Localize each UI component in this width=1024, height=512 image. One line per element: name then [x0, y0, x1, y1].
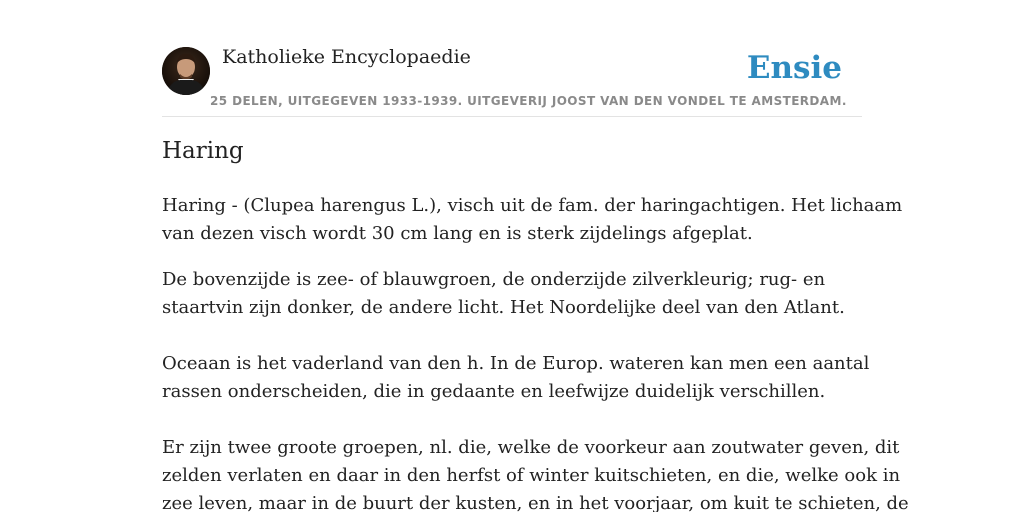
article-title: Haring — [162, 138, 244, 164]
text-line: De bovenzijde is zee- of blauwgroen, de onderzijde zilverkleurig; rug- en — [162, 269, 826, 290]
paragraph — [162, 266, 862, 322]
brand-logo[interactable]: Ensie — [746, 50, 842, 86]
text-line: rassen onderscheiden, die in gedaante en leefwijze duidelijk verschillen. — [162, 381, 826, 402]
text-line: Er zijn twee groote groepen, nl. die, welke de voorkeur aan zoutwater geven, dit — [162, 437, 900, 458]
text-line: Oceaan is het vaderland van den h. In de Europ. wateren kan men een aantal — [162, 353, 870, 374]
portrait-icon — [162, 47, 210, 95]
source-avatar[interactable] — [162, 47, 210, 95]
source-header — [162, 40, 862, 117]
text-line: van dezen visch wordt 30 cm lang en is sterk zijdelings afgeplat. — [162, 223, 753, 244]
text-line: staartvin zijn donker, de andere licht. Het Noordelijke deel van den Atlant. — [162, 297, 845, 318]
paragraph — [162, 434, 909, 512]
paragraph — [162, 350, 870, 406]
source-description: 25 DELEN, UITGEGEVEN 1933-1939. UITGEVERIJ JOOST VAN DEN VONDEL TE AMSTERDAM. — [210, 94, 847, 108]
text-line: Haring - (Clupea harengus L.), visch uit de fam. der haringachtigen. Het lichaam — [162, 195, 903, 216]
article-body — [162, 192, 909, 512]
text-line: zelden verlaten en daar in den herfst of winter kuitschieten, en die, welke ook in — [162, 465, 901, 486]
paragraph — [162, 192, 903, 248]
source-name[interactable]: Katholieke Encyclopaedie — [222, 46, 471, 68]
text-line: zee leven, maar in de buurt der kusten, en in het voorjaar, om kuit te schieten, de — [162, 493, 909, 512]
